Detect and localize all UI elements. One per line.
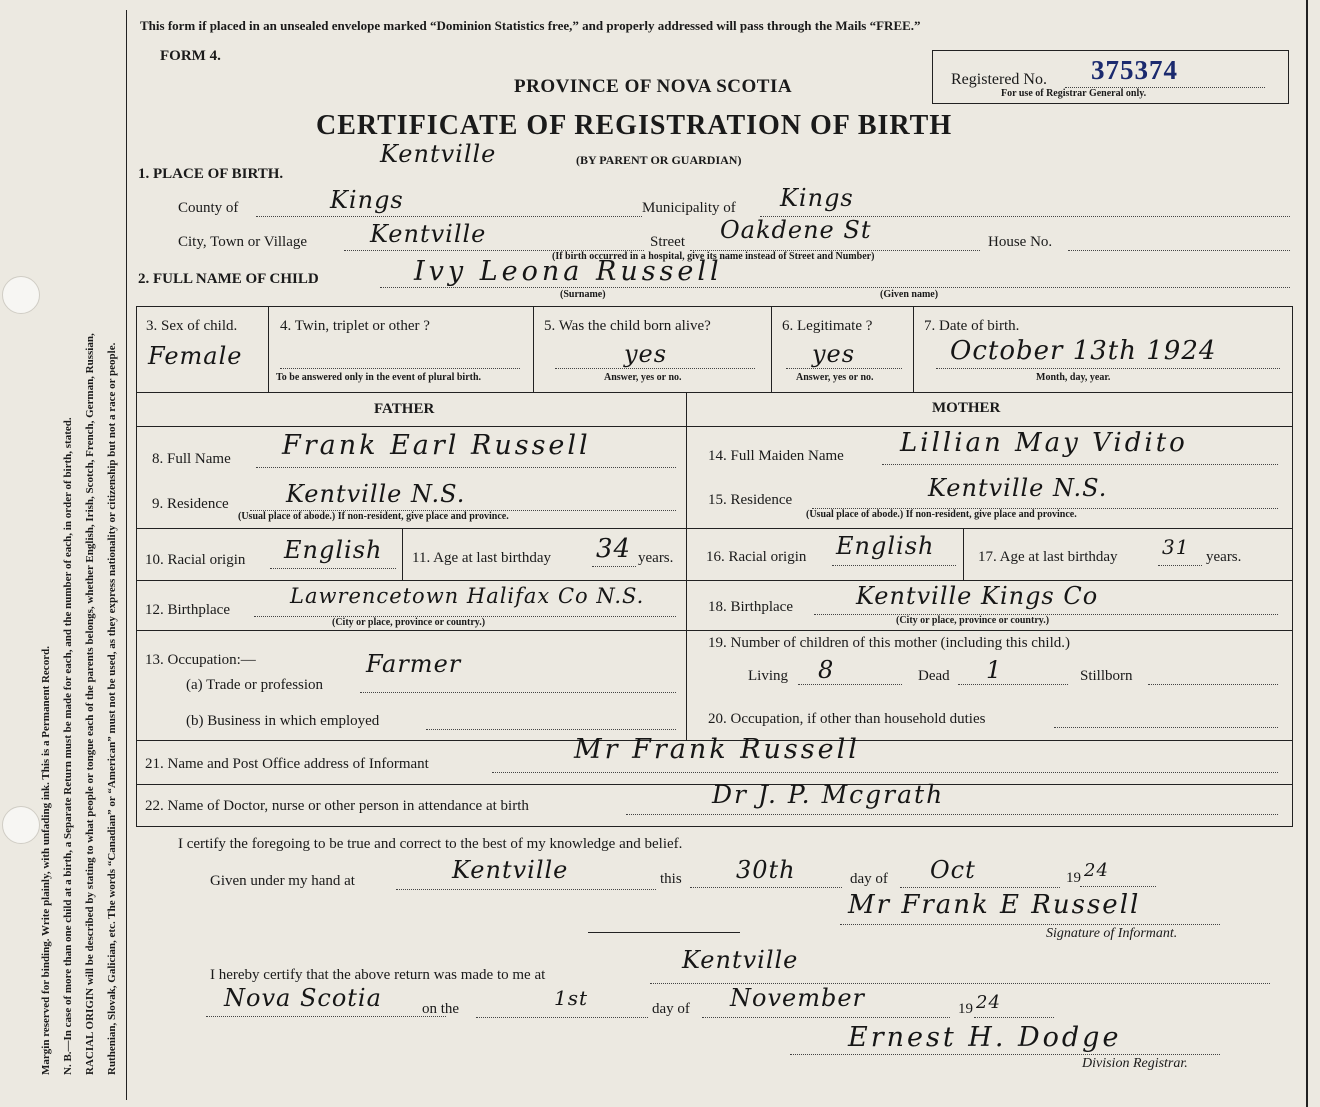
dob-note: Month, day, year. xyxy=(1036,372,1111,383)
given-year: 24 xyxy=(1084,860,1109,881)
punch-hole-top xyxy=(2,276,40,314)
registrar-day: 1st xyxy=(554,986,589,1010)
page-subtitle: (BY PARENT OR GUARDIAN) xyxy=(576,153,742,167)
mother-birthplace-label: 18. Birthplace xyxy=(708,599,793,615)
alive-label: 5. Was the child born alive? xyxy=(544,318,711,334)
father-racial-value: English xyxy=(284,536,383,564)
mother-racial-label: 16. Racial origin xyxy=(706,549,807,565)
father-residence-label: 9. Residence xyxy=(152,496,229,512)
margin-note-3: RACIAL ORIGIN will be described by stating to what people or tongue each of the parents belongs, whether English, Irish, Scotch, French, German, Russian, xyxy=(84,333,96,1075)
hospital-note: (If birth occurred in a hospital, give its name instead of Street and Number) xyxy=(552,251,875,262)
registrar-signature-label: Division Registrar. xyxy=(1082,1056,1188,1071)
father-age-value: 34 xyxy=(596,534,632,564)
registrar-province: Nova Scotia xyxy=(224,984,382,1012)
dead-value: 1 xyxy=(986,656,1003,684)
given-label: Given under my hand at xyxy=(210,873,355,889)
left-border xyxy=(126,10,127,1100)
given-place: Kentville xyxy=(452,856,569,884)
business-label: (b) Business in which employed xyxy=(186,713,380,729)
mother-name-label: 14. Full Maiden Name xyxy=(708,448,844,464)
father-age-label: 11. Age at last birthday xyxy=(412,550,551,566)
registrar-year-prefix: 19 xyxy=(958,1001,973,1017)
informant-label: 21. Name and Post Office address of Informant xyxy=(145,756,429,772)
mother-birthplace-value: Kentville Kings Co xyxy=(856,582,1099,610)
father-name-label: 8. Full Name xyxy=(152,451,231,467)
divider xyxy=(588,932,740,933)
city-value: Kentville xyxy=(370,220,487,248)
place-of-birth-value: Kentville xyxy=(380,140,497,168)
registrar-on-the-label: on the xyxy=(422,1001,460,1017)
mail-notice: This form if placed in an unsealed envelope marked “Dominion Statistics free,” and properly addressed will pass through the Mails “FREE.” xyxy=(140,18,921,33)
surname-note: (Surname) xyxy=(560,289,606,300)
alive-value: yes xyxy=(624,340,668,368)
street-value: Oakdene St xyxy=(720,216,872,244)
given-day: 30th xyxy=(736,856,796,884)
father-name-value: Frank Earl Russell xyxy=(282,430,591,461)
mother-age-value: 31 xyxy=(1162,535,1190,559)
registrar-day-of-label: day of xyxy=(652,1001,690,1017)
county-label: County of xyxy=(178,200,239,216)
father-age-unit: years. xyxy=(638,550,674,566)
legitimate-value: yes xyxy=(812,340,856,368)
given-year-prefix: 19 xyxy=(1066,870,1081,886)
certification-statement: I certify the foregoing to be true and correct to the best of my knowledge and belief. xyxy=(178,836,683,852)
mother-residence-label: 15. Residence xyxy=(708,492,793,508)
father-birthplace-value: Lawrencetown Halifax Co N.S. xyxy=(290,584,645,608)
child-name-value: Ivy Leona Russell xyxy=(414,256,723,287)
alive-note: Answer, yes or no. xyxy=(604,372,682,383)
mother-residence-value: Kentville N.S. xyxy=(928,474,1108,502)
place-of-birth-label: 1. PLACE OF BIRTH. xyxy=(138,166,284,182)
given-this-label: this xyxy=(660,871,682,887)
punch-hole-bottom xyxy=(2,806,40,844)
mother-birthplace-note: (City or place, province or country.) xyxy=(896,615,1050,626)
sex-label: 3. Sex of child. xyxy=(146,318,238,334)
legitimate-note: Answer, yes or no. xyxy=(796,372,874,383)
father-birthplace-note: (City or place, province or country.) xyxy=(332,617,486,628)
mother-racial-value: English xyxy=(836,532,935,560)
street-label: Street xyxy=(650,234,685,250)
sex-value: Female xyxy=(148,342,243,370)
municipality-value: Kings xyxy=(780,184,854,212)
trade-value: Farmer xyxy=(366,650,462,678)
registered-label: Registered No. xyxy=(951,71,1047,88)
registrar-note: For use of Registrar General only. xyxy=(1001,88,1147,99)
house-label: House No. xyxy=(988,234,1053,250)
margin-note-2: N. B.—In case of more than one child at a birth, a Separate Return must be made for each, and the number of each, in order of birth, stated. xyxy=(62,417,74,1075)
right-border xyxy=(1306,0,1308,1107)
province-title: PROVINCE OF NOVA SCOTIA xyxy=(514,76,793,97)
mother-residence-note: (Usual place of abode.) If non-resident, give place and province. xyxy=(806,509,1077,520)
living-label: Living xyxy=(748,668,788,684)
trade-label: (a) Trade or profession xyxy=(186,677,324,693)
legitimate-label: 6. Legitimate ? xyxy=(782,318,873,334)
living-value: 8 xyxy=(818,656,835,684)
dead-label: Dead xyxy=(918,668,950,684)
registrar-year: 24 xyxy=(976,992,1001,1013)
father-racial-label: 10. Racial origin xyxy=(145,552,246,568)
informant-signature: Mr Frank E Russell xyxy=(848,890,1141,920)
father-residence-note: (Usual place of abode.) If non-resident, give place and province. xyxy=(238,511,509,522)
dob-value: October 13th 1924 xyxy=(950,336,1217,366)
registered-number: 375374 xyxy=(1091,55,1178,85)
given-day-of-label: day of xyxy=(850,871,888,887)
informant-signature-label: Signature of Informant. xyxy=(1046,926,1178,941)
children-count-label: 19. Number of children of this mother (including this child.) xyxy=(708,635,1071,651)
registrar-month: November xyxy=(730,984,866,1012)
registrar-place: Kentville xyxy=(682,946,799,974)
given-name-note: (Given name) xyxy=(880,289,939,300)
mother-name-value: Lillian May Vidito xyxy=(900,428,1188,458)
page-title: CERTIFICATE OF REGISTRATION OF BIRTH xyxy=(316,110,953,141)
municipality-label: Municipality of xyxy=(642,200,736,216)
registrar-signature: Ernest H. Dodge xyxy=(848,1022,1122,1053)
registrar-statement: I hereby certify that the above return was made to me at xyxy=(210,967,546,983)
doctor-label: 22. Name of Doctor, nurse or other person in attendance at birth xyxy=(145,798,529,814)
mother-heading: MOTHER xyxy=(932,400,1001,416)
margin-note-1: Margin reserved for binding. Write plainly, with unfading ink. This is a Permanent Record. xyxy=(40,646,52,1075)
occupation-label: 13. Occupation:— xyxy=(145,652,256,668)
twin-note: To be answered only in the event of plural birth. xyxy=(276,372,482,383)
twin-label: 4. Twin, triplet or other ? xyxy=(280,318,430,334)
informant-value: Mr Frank Russell xyxy=(574,734,860,765)
form-number: FORM 4. xyxy=(160,48,221,64)
doctor-value: Dr J. P. Mcgrath xyxy=(712,780,945,809)
margin-note-4: Ruthenian, Slovak, Galician, etc. The words “Canadian” or “American” must not be used, as they express nationality or citizenship but not a race or people. xyxy=(106,342,118,1075)
father-heading: FATHER xyxy=(374,401,435,417)
stillborn-label: Stillborn xyxy=(1080,668,1133,684)
county-value: Kings xyxy=(330,186,404,214)
father-residence-value: Kentville N.S. xyxy=(286,480,466,508)
father-birthplace-label: 12. Birthplace xyxy=(145,602,230,618)
city-label: City, Town or Village xyxy=(178,234,308,250)
registered-box xyxy=(932,50,1289,104)
mother-age-label: 17. Age at last birthday xyxy=(978,549,1118,565)
dob-label: 7. Date of birth. xyxy=(924,318,1020,334)
mother-occupation-label: 20. Occupation, if other than household duties xyxy=(708,711,986,727)
child-name-label: 2. FULL NAME OF CHILD xyxy=(138,271,319,287)
mother-age-unit: years. xyxy=(1206,549,1242,565)
given-month: Oct xyxy=(930,856,976,884)
